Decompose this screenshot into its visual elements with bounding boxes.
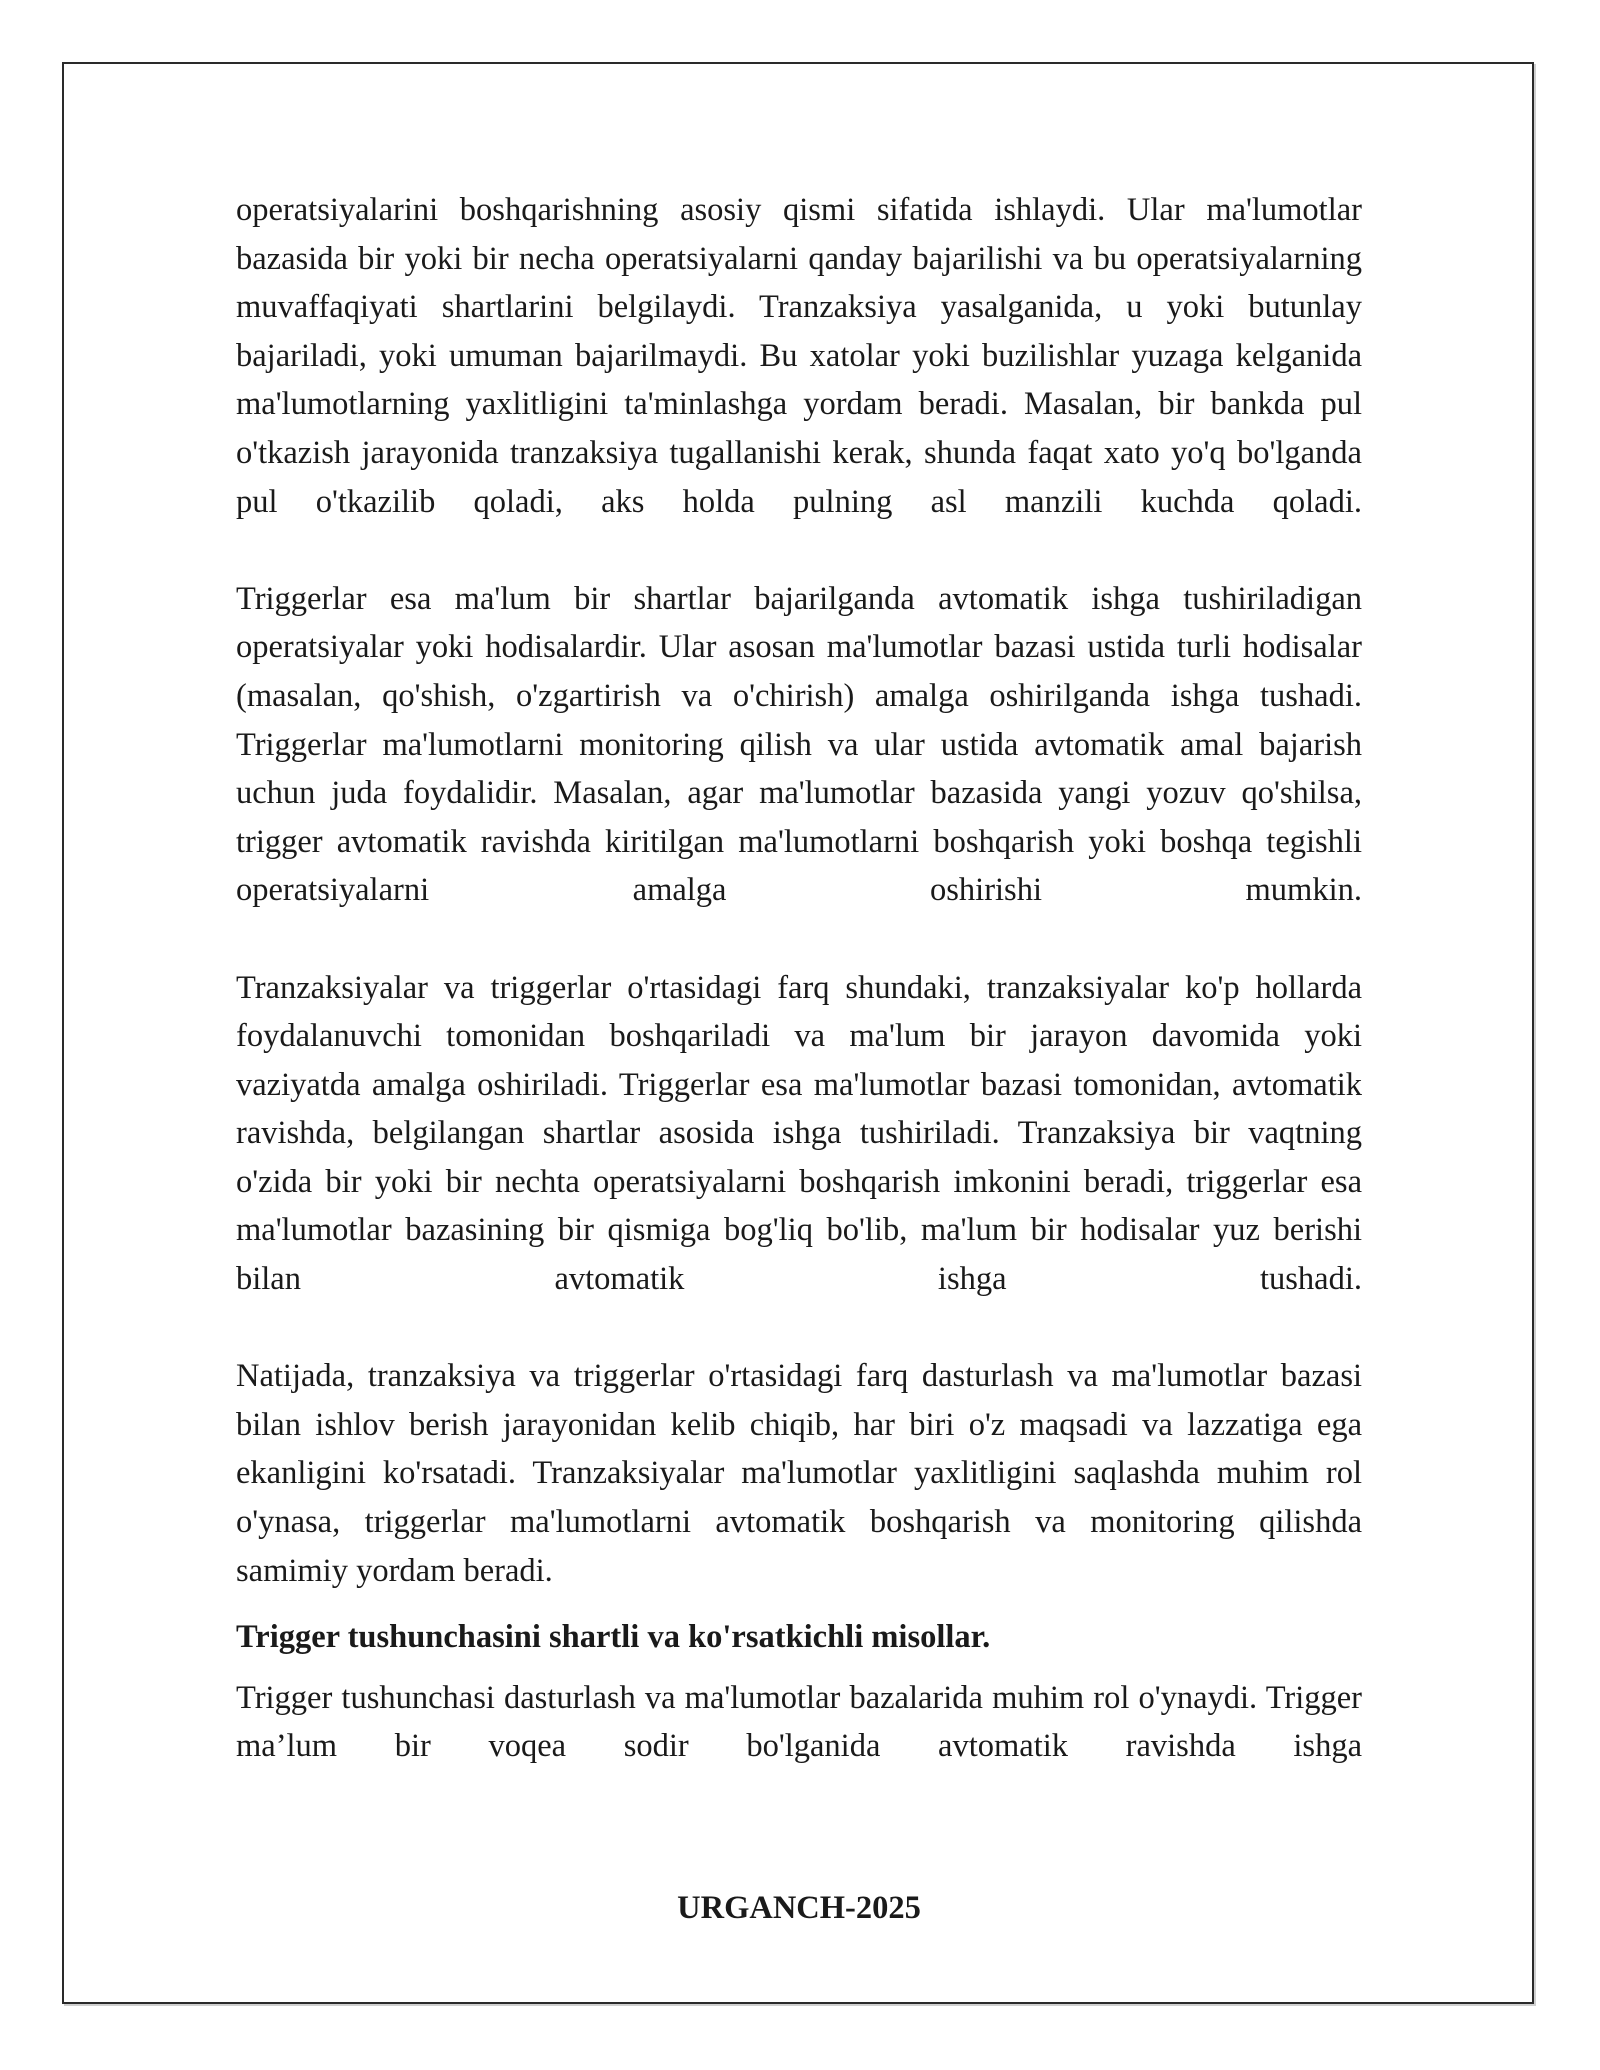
paragraph-spacer [236, 526, 1362, 575]
section-heading: Trigger tushunchasini shartli va ko'rsatkichli misollar. [236, 1619, 991, 1656]
paragraph-conclusion: Natijada, tranzaksiya va triggerlar o'rtasidagi farq dasturlash va ma'lumotlar bazasi bilan ishlov berish jarayonidan kelib chiqib, har biri o'z maqsadi va lazzatiga ega ekanligini ko'rsatadi. Tranzaksiyalar ma'lumotlar yaxlitligini saqlashda muhim rol o'ynasa, triggerlar ma'lumotlarni avtomatik boshqarish va monitoring qilishda samimiy yordam beradi. [236, 1358, 1362, 1589]
page-footer: URGANCH-2025 [677, 1890, 921, 1926]
paragraph-trigger-concept: Trigger tushunchasi dasturlash va ma'lumotlar bazalarida muhim rol o'ynaydi. Trigger ma’lum bir voqea sodir bo'lganida avtomatik ravishda ishga [236, 1679, 1362, 1765]
document-body [236, 186, 1362, 1771]
paragraph-spacer [236, 1304, 1362, 1353]
paragraph-differences: Tranzaksiyalar va triggerlar o'rtasidagi farq shundaki, tranzaksiyalar ko'p hollarda foydalanuvchi tomonidan boshqariladi va ma'lum bir jarayon davomida yoki vaziyatda amalga oshiriladi. Triggerlar esa ma'lumotlar bazasi tomonidan, avtomatik ravishda, belgilangan shartlar asosida ishga tushiriladi. Tranzaksiya bir vaqtning o'zida bir yoki bir nechta operatsiyalarni boshqarish imkonini beradi, triggerlar esa ma'lumotlar bazasining bir qismiga bog'liq bo'lib, ma'lum bir hodisalar yuz berishi bilan avtomatik ishga tushadi. [236, 969, 1362, 1298]
paragraph-spacer [236, 915, 1362, 964]
paragraph-transactions: operatsiyalarini boshqarishning asosiy qismi sifatida ishlaydi. Ular ma'lumotlar bazasida bir yoki bir necha operatsiyalarni qanday bajarilishi va bu operatsiyalarning muvaffaqiyati shartlarini belgilaydi. Tranzaksiya yasalganida, u yoki butunlay bajariladi, yoki umuman bajarilmaydi. Bu xatolar yoki buzilishlar yuzaga kelganida ma'lumotlarning yaxlitligini ta'minlashga yordam beradi. Masalan, bir bankda pul o'tkazish jarayonida tranzaksiya tugallanishi kerak, shunda faqat xato yo'q bo'lganda pul o'tkazilib qoladi, aks holda pulning asl manzili kuchda qoladi. [236, 192, 1362, 520]
paragraph-triggers: Triggerlar esa ma'lum bir shartlar bajarilganda avtomatik ishga tushiriladigan operatsiyalar yoki hodisalardir. Ular asosan ma'lumotlar bazasi ustida turli hodisalar (masalan, qo'shish, o'zgartirish va o'chirish) amalga oshirilganda ishga tushadi. Triggerlar ma'lumotlarni monitoring qilish va ular ustida avtomatik amal bajarish uchun juda foydalidir. Masalan, agar ma'lumotlar bazasida yangi yozuv qo'shilsa, trigger avtomatik ravishda kiritilgan ma'lumotlarni boshqarish yoki boshqa tegishli operatsiyalarni amalga oshirishi mumkin. [236, 580, 1362, 909]
